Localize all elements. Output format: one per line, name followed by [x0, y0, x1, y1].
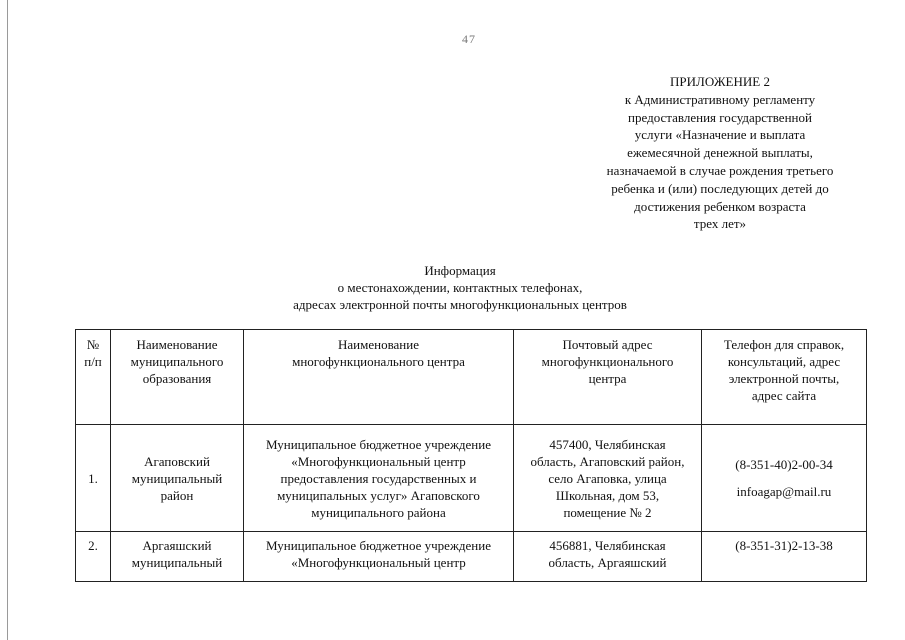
cell-text: село Агаповка, улица — [548, 470, 667, 486]
header-municipality — [111, 330, 244, 425]
phone-number: (8-351-31)2-13-38 — [735, 538, 833, 553]
cell-text: муниципальный — [131, 555, 223, 570]
cell-text: «Многофункциональный центр — [291, 555, 466, 570]
cell-text: предоставления государственных и — [280, 470, 477, 486]
header-text: № — [86, 337, 100, 352]
appendix-line: ежемесячной денежной выплаты, — [627, 145, 813, 161]
table-row — [76, 425, 867, 532]
appendix-block — [580, 73, 860, 233]
cell-contact — [702, 425, 867, 532]
header-text: Телефон для справок, — [723, 337, 845, 352]
cell-text: 457400, Челябинская — [549, 436, 666, 452]
header-text: образования — [142, 371, 212, 386]
page-number: 47 — [462, 32, 476, 46]
cell-text: «Многофункциональный центр — [291, 453, 466, 469]
document-title — [200, 262, 720, 313]
header-text: п/п — [84, 354, 102, 369]
cell-text: муниципальных услуг» Агаповского — [277, 487, 480, 503]
appendix-line: услуги «Назначение и выплата — [634, 127, 806, 143]
email-address: infoagap@mail.ru — [736, 484, 832, 499]
title-line: о местонахождении, контактных телефонах, — [337, 280, 583, 295]
cell-municipality — [111, 532, 244, 582]
header-text: консультаций, адрес — [727, 354, 841, 369]
cell-num — [76, 425, 111, 532]
contact-spacer — [705, 473, 863, 483]
cell-center — [244, 532, 514, 582]
title-line: адресах электронной почты многофункциональных центров — [293, 297, 627, 312]
header-text: муниципального — [130, 354, 224, 369]
cell-text: 456881, Челябинская — [549, 538, 666, 553]
header-address — [514, 330, 702, 425]
cell-text: Школьная, дом 53, — [555, 487, 660, 503]
table-row — [76, 532, 867, 582]
table-header-row — [76, 330, 867, 425]
cell-text: область, Агаповский район, — [530, 453, 685, 469]
cell-text: Муниципальное бюджетное учреждение — [266, 436, 491, 452]
appendix-line: достижения ребенком возраста — [634, 198, 806, 214]
appendix-line: к Административному регламенту — [624, 91, 816, 107]
phone-number: (8-351-40)2-00-34 — [735, 457, 833, 472]
header-text: Наименование — [338, 337, 419, 352]
appendix-line: трех лет» — [693, 216, 747, 232]
header-text: центра — [588, 371, 627, 386]
cell-text: область, Аргаяшский — [548, 555, 667, 570]
row-number: 2. — [88, 538, 98, 553]
header-text: адрес сайта — [751, 388, 817, 403]
cell-num — [76, 532, 111, 582]
cell-text: Агаповский — [144, 453, 210, 469]
cell-text: муниципального района — [311, 504, 446, 520]
header-text: многофункционального — [541, 354, 674, 369]
header-text: Почтовый адрес — [562, 337, 653, 352]
header-num — [76, 330, 111, 425]
cell-contact — [702, 532, 867, 582]
mfc-table — [75, 329, 867, 582]
cell-text: помещение № 2 — [563, 504, 652, 520]
header-contact — [702, 330, 867, 425]
cell-text: район — [160, 487, 194, 503]
cell-municipality — [111, 425, 244, 532]
cell-text: Аргаяшский — [142, 538, 212, 553]
header-text: многофункционального центра — [292, 354, 465, 369]
cell-text: муниципальный — [131, 470, 223, 486]
appendix-line: предоставления государственной — [628, 109, 812, 125]
appendix-line: назначаемой в случае рождения третьего — [606, 162, 834, 178]
cell-center — [244, 425, 514, 532]
row-number: 1. — [88, 470, 98, 486]
cell-address — [514, 532, 702, 582]
header-text: Наименование — [136, 337, 218, 352]
appendix-line: ребенка и (или) последующих детей до — [611, 180, 829, 196]
page-left-edge — [7, 0, 8, 640]
cell-text: Муниципальное бюджетное учреждение — [266, 538, 491, 553]
header-center — [244, 330, 514, 425]
cell-address — [514, 425, 702, 532]
title-heading: Информация — [424, 263, 496, 278]
appendix-heading: ПРИЛОЖЕНИЕ 2 — [670, 74, 770, 89]
header-text: электронной почты, — [728, 371, 840, 386]
